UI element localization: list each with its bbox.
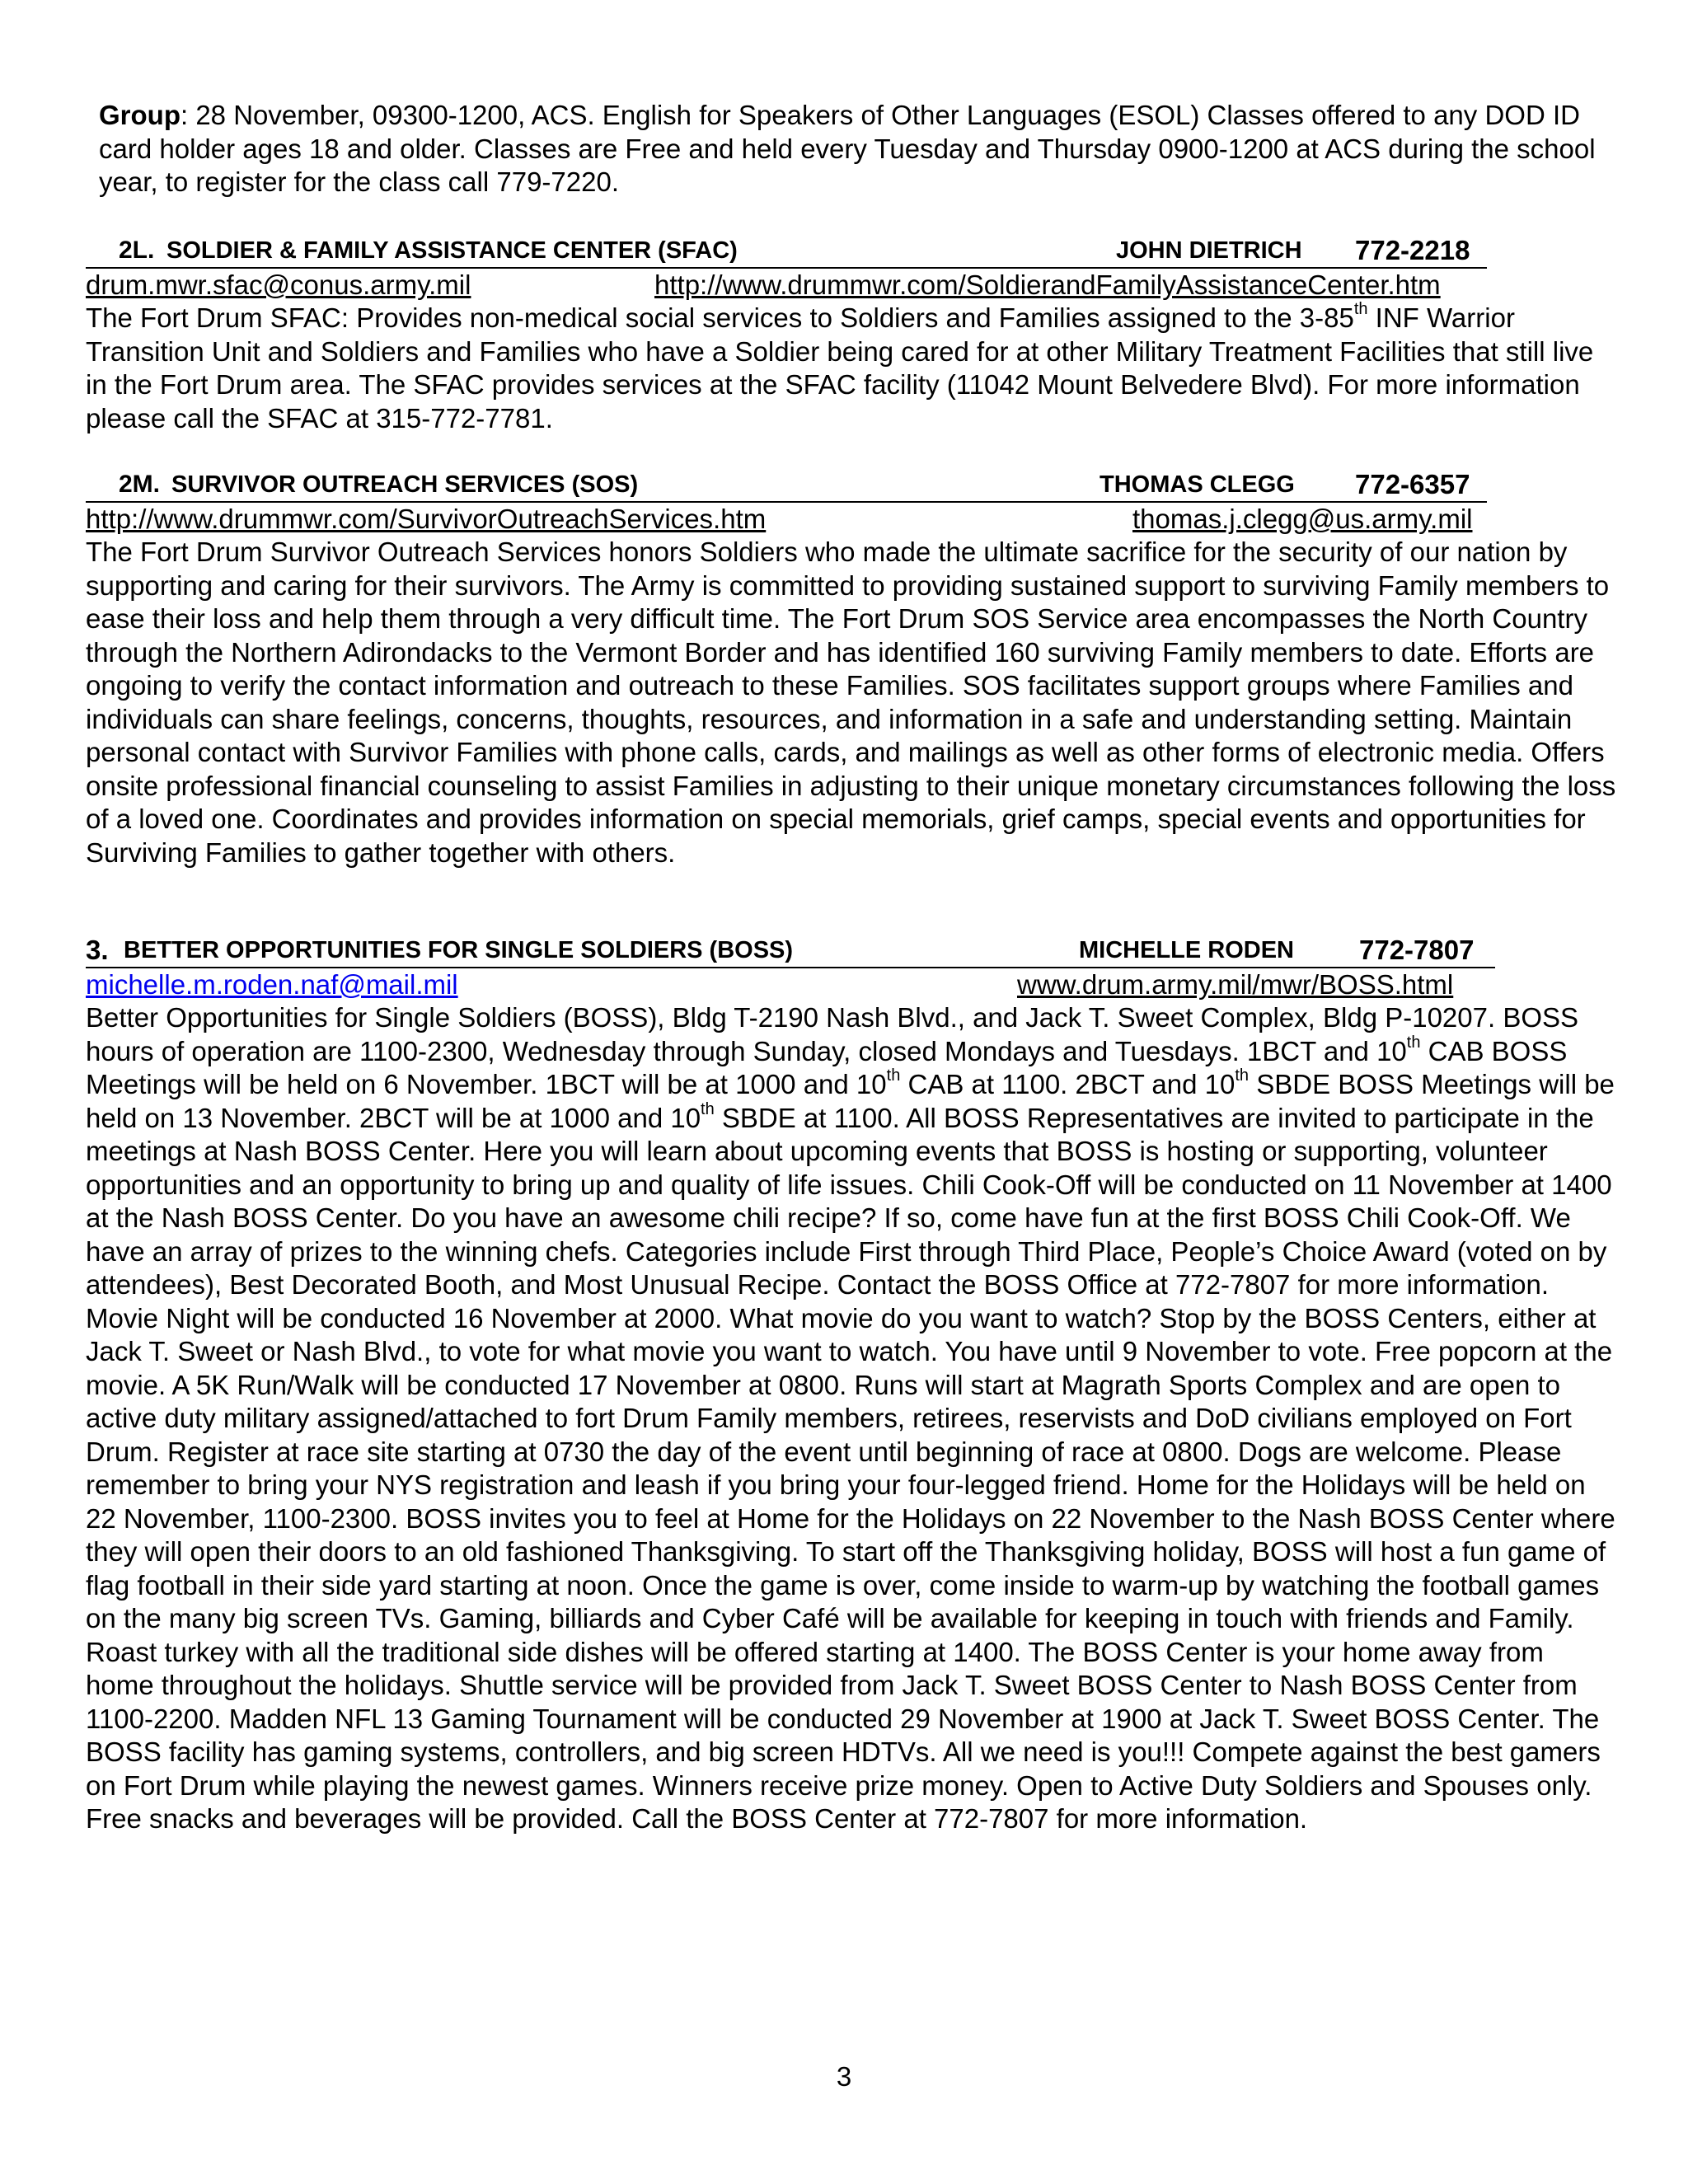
body-text-3: CAB at 1100. 2BCT and 10: [900, 1069, 1236, 1099]
section-links: [86, 503, 1536, 536]
email-link[interactable]: drum.mwr.sfac@conus.army.mil: [86, 269, 471, 300]
body-text-b: INF Warrior Transition Unit and Soldiers and Families who have a Soldier being cared for at other Military Treatment Facilities that still live in the Fort Drum area. The SFAC provides services at the SFAC facility (11042 Mount Belvedere Blvd). For more information please call the SFAC at 315-772-7781.: [86, 302, 1594, 434]
section-number: 2L.: [119, 237, 155, 264]
section-boss: [86, 932, 1619, 1836]
section-number: 3.: [86, 935, 109, 965]
body-text-2: CAB BOSS Meetings will be held on 6 November. 1BCT will be at 1000 and 10: [86, 1035, 1568, 1099]
section-title: SOLDIER & FAMILY ASSISTANCE CENTER (SFAC): [166, 237, 738, 264]
website-link[interactable]: http://www.drummwr.com/SurvivorOutreachServices.htm: [86, 504, 767, 534]
contact-name: THOMAS CLEGG: [1100, 471, 1295, 498]
contact-phone: 772-7807: [1359, 935, 1475, 965]
website-link[interactable]: http://www.drummwr.com/SoldierandFamilyAssistanceCenter.htm: [654, 269, 1441, 300]
section-body: [86, 1001, 1619, 1836]
email-link[interactable]: thomas.j.clegg@us.army.mil: [1132, 504, 1473, 534]
contact-name: MICHELLE RODEN: [1079, 937, 1294, 963]
section-body: The Fort Drum Survivor Outreach Services honors Soldiers who made the ultimate sacrifice for the security of our nation by supporting and caring for their survivors. The Army is committed to providing sustained support to surviving Family members to ease their loss and help them through a very difficult time. The Fort Drum SOS Service area encompasses the North Country through the Northern Adirondacks to the Vermont Border and has identified 160 surviving Family members to date. Efforts are ongoing to verify the contact information and outreach to these Families. SOS facilitates support groups where Families and individuals can share feelings, concerns, thoughts, resources, and information in a safe and understanding setting. Maintain personal contact with Survivor Families with phone calls, cards, and mailings as well as other forms of electronic media. Offers onsite professional financial counseling to assist Families in adjusting to their unique monetary circumstances following the loss of a loved one. Coordinates and provides information on special memorials, grief camps, special events and opportunities for Surviving Families to gather together with others.: [86, 537, 1616, 868]
superscript: th: [886, 1066, 901, 1085]
section-title: BETTER OPPORTUNITIES FOR SINGLE SOLDIERS (BOSS): [124, 937, 794, 963]
section-body: [86, 302, 1619, 435]
email-link[interactable]: michelle.m.roden.naf@mail.mil: [86, 969, 458, 1000]
website-link[interactable]: www.drum.army.mil/mwr/BOSS.html: [1017, 969, 1454, 1000]
body-text-1: Better Opportunities for Single Soldiers (BOSS), Bldg T-2190 Nash Blvd., and Jack T. Sweet Complex, Bldg P-10207. BOSS hours of operation are 1100-2300, Wednesday through Sunday, closed Mondays and Tuesdays. 1BCT and 10: [86, 1002, 1579, 1066]
section-sfac: [86, 232, 1619, 435]
superscript: th: [1353, 300, 1368, 318]
superscript: th: [1235, 1066, 1250, 1085]
intro-text: : 28 November, 09300-1200, ACS. English for Speakers of Other Languages (ESOL) Classes offered to any DOD ID card holder ages 18 and older. Classes are Free and held every Tuesday and Thursday 0900-1200 at ACS during the school year, to register for the class call 779-7220.: [99, 100, 1596, 197]
page-number: 3: [836, 2061, 852, 2092]
section-number: 2M.: [119, 471, 161, 498]
body-text-5: SBDE at 1100. All BOSS Representatives are invited to participate in the meetings at Nash BOSS Center. Here you will learn about upcoming events that BOSS is hosting or supporting, volunteer opportunities and an opportunity to bring up and quality of life issues. Chili Cook-Off will be conducted on 11 November at 1400 at the Nash BOSS Center. Do you have an awesome chili recipe? If so, come have fun at the first BOSS Chili Cook-Off. We have an array of prizes to the winning chefs. Categories include First through Third Place, People’s Choice Award (voted on by attendees), Best Decorated Booth, and Most Unusual Recipe. Contact the BOSS Office at 772-7807 for more information. Movie Night will be conducted 16 November at 2000. What movie do you want to watch? Stop by the BOSS Centers, either at Jack T. Sweet or Nash Blvd., to vote for what movie you want to watch. You have until 9 November to vote. Free popcorn at the movie. A 5K Run/Walk will be conducted 17 November at 0800. Runs will start at Magrath Sports Complex and are open to active duty military assigned/attached to fort Drum Family members, retirees, reservists and DoD civilians employed on Fort Drum. Register at race site starting at 0730 the day of the event until beginning of race at 0800. Dogs are welcome. Please remember to bring your NYS registration and leash if you bring your four-legged friend. Home for the Holidays will be held on 22 November, 1100-2300. BOSS invites you to feel at Home for the Holidays on 22 November to the Nash BOSS Center where they will open their doors to an old fashioned Thanksgiving. To start off the Thanksgiving holiday, BOSS will host a fun game of flag football in their side yard starting at noon. Once the game is over, come inside to warm-up by watching the football games on the many big screen TVs. Gaming, billiards and Cyber Café will be available for keeping in touch with friends and Family. Roast turkey with all the traditional side dishes will be offered starting at 1400. The BOSS Center is your home away from home throughout the holidays. Shuttle service will be provided from Jack T. Sweet BOSS Center to Nash BOSS Center from 1100-2200. Madden NFL 13 Gaming Tournament will be conducted 29 November at 1900 at Jack T. Sweet BOSS Center. The BOSS facility has gaming systems, controllers, and big screen HDTVs. All we need is you!!! Compete against the best gamers on Fort Drum while playing the newest games. Winners receive prize money. Open to Active Duty Soldiers and Spouses only. Free snacks and beverages will be provided. Call the BOSS Center at 772-7807 for more information.: [86, 1102, 1615, 1834]
section-header: [86, 232, 1487, 269]
contact-phone: 772-2218: [1355, 235, 1470, 265]
section-title: SURVIVOR OUTREACH SERVICES (SOS): [171, 471, 639, 498]
superscript: th: [1406, 1033, 1421, 1052]
contact-name: JOHN DIETRICH: [1116, 237, 1302, 264]
contact-phone: 772-6357: [1355, 469, 1470, 499]
intro-label: Group: [99, 100, 181, 130]
superscript: th: [701, 1099, 715, 1118]
intro-paragraph: [99, 99, 1632, 199]
body-text-a: The Fort Drum SFAC: Provides non-medical social services to Soldiers and Families assigned to the 3-85: [86, 302, 1354, 333]
section-links: [86, 968, 1536, 1001]
section-header: [86, 932, 1495, 968]
body-text-4: SBDE BOSS Meetings will be held on 13 November. 2BCT will be at 1000 and 10: [86, 1069, 1615, 1133]
section-links: [86, 269, 1536, 302]
section-header: [86, 466, 1487, 503]
section-sos: [86, 466, 1619, 869]
